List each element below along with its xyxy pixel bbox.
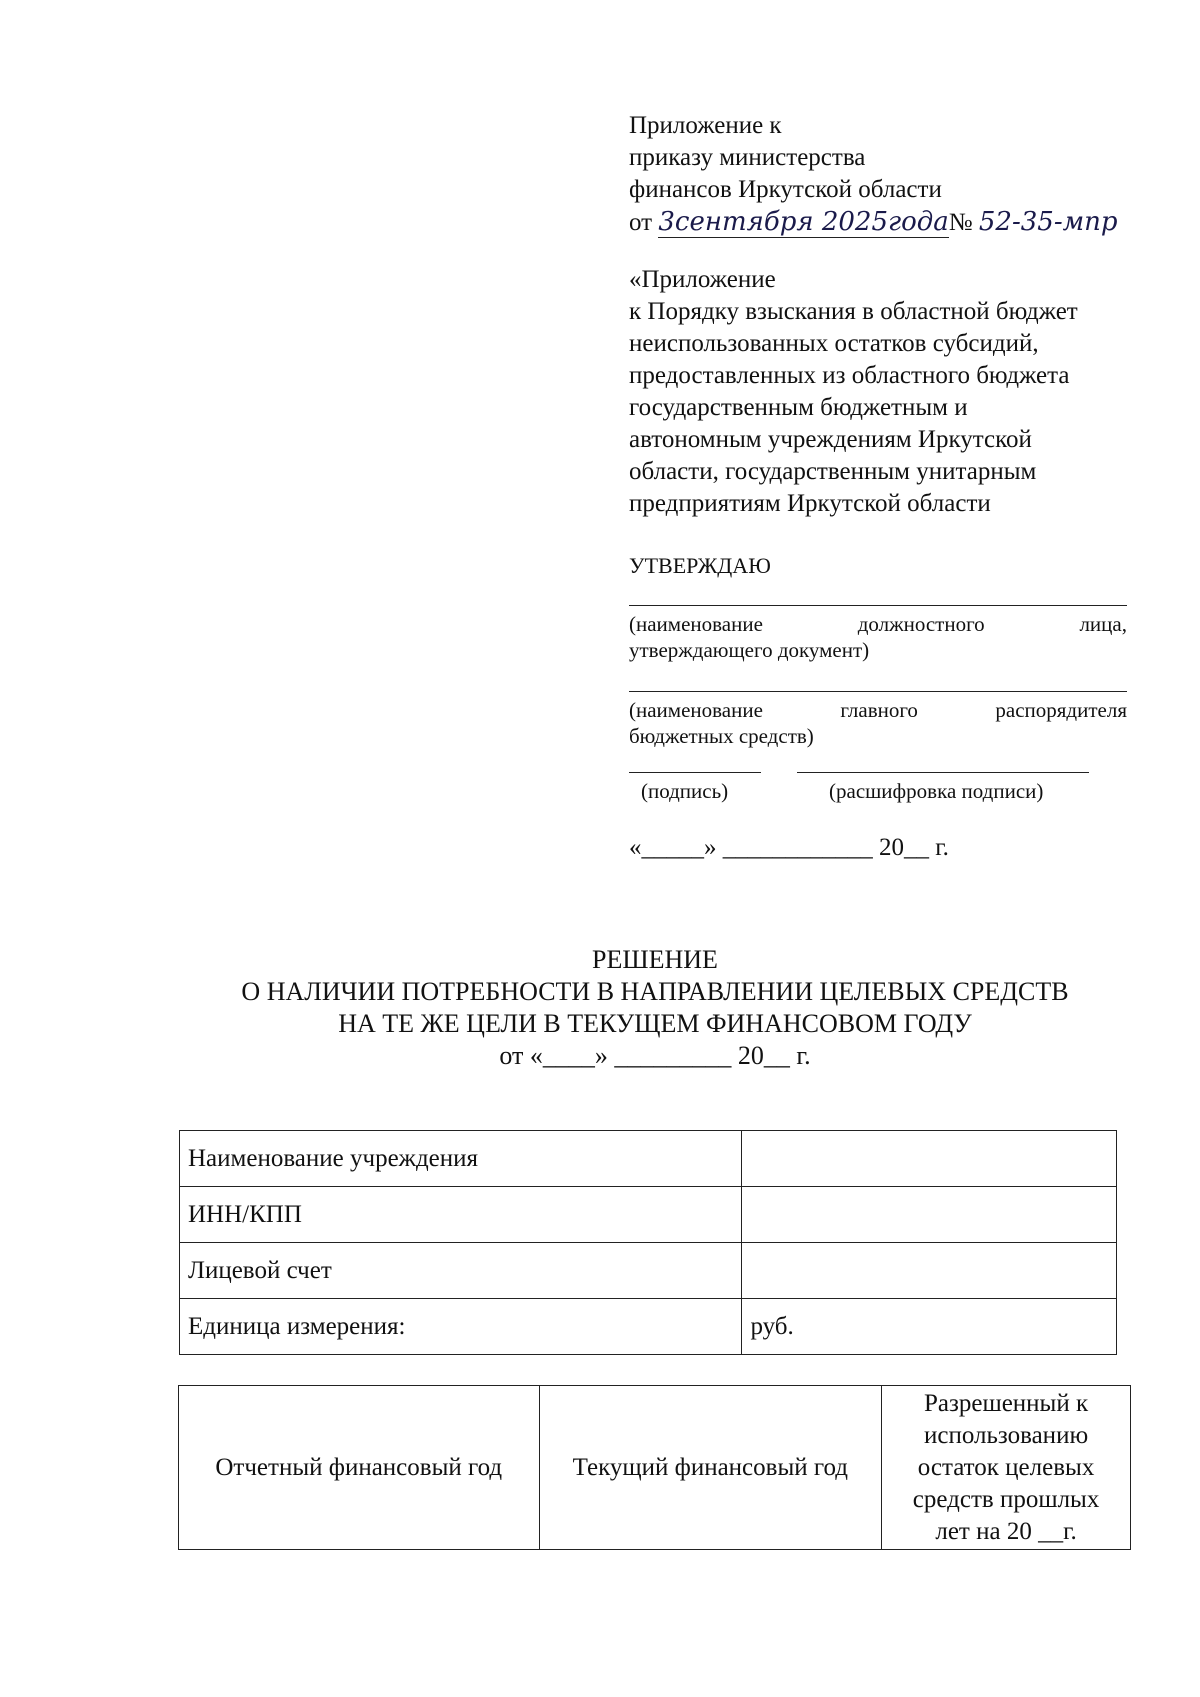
table-cell-label: Лицевой счет bbox=[180, 1243, 742, 1299]
official-word: должностного bbox=[857, 612, 985, 636]
official-caption-line2: утверждающего документ) bbox=[629, 638, 870, 662]
appendix-block bbox=[629, 264, 1078, 520]
table-row bbox=[179, 1386, 1131, 1550]
header-line-3: финансов Иркутской области bbox=[629, 176, 942, 203]
allowed-balance-header bbox=[882, 1386, 1131, 1550]
table-cell-label: Единица измерения: bbox=[180, 1299, 742, 1355]
allowed-balance-line: использованию bbox=[923, 1421, 1089, 1449]
order-date-line bbox=[629, 206, 1118, 239]
approve-title: УТВЕРЖДАЮ bbox=[629, 553, 771, 578]
appendix-line: неиспользованных остатков субсидий, bbox=[629, 330, 1039, 357]
appendix-line: автономным учреждениям Иркутской bbox=[629, 426, 1032, 453]
institution-info-table bbox=[179, 1130, 1117, 1355]
signature-label: (подпись) bbox=[641, 779, 729, 803]
distributor-word: (наименование bbox=[629, 698, 763, 722]
distributor-word: распорядителя bbox=[995, 698, 1127, 722]
appendix-line: области, государственным унитарным bbox=[629, 458, 1037, 485]
table-row bbox=[180, 1299, 1117, 1355]
header-line-1: Приложение к bbox=[629, 112, 782, 139]
decode-line bbox=[797, 772, 1089, 773]
distributor-caption-line2: бюджетных средств) bbox=[629, 724, 814, 748]
table-cell-label: Наименование учреждения bbox=[180, 1131, 742, 1187]
official-word: лица, bbox=[1079, 612, 1127, 636]
allowed-balance-line: остаток целевых bbox=[917, 1453, 1095, 1481]
table-cell-value bbox=[742, 1131, 1117, 1187]
approve-date-line: «_____» ____________ 20__ г. bbox=[629, 834, 949, 861]
decision-title: РЕШЕНИЕ bbox=[592, 945, 718, 974]
table-cell-value bbox=[742, 1243, 1117, 1299]
official-caption bbox=[629, 611, 1127, 663]
table-cell-label: ИНН/КПП bbox=[180, 1187, 742, 1243]
table-cell-value bbox=[742, 1187, 1117, 1243]
table-row bbox=[180, 1187, 1117, 1243]
reporting-year-header: Отчетный финансовый год bbox=[179, 1386, 540, 1550]
decision-line-1: О НАЛИЧИИ ПОТРЕБНОСТИ В НАПРАВЛЕНИИ ЦЕЛЕВЫХ СРЕДСТВ bbox=[241, 977, 1069, 1006]
signature-line bbox=[629, 772, 761, 773]
official-word: (наименование bbox=[629, 612, 763, 636]
number-prefix: № bbox=[948, 209, 973, 236]
header-line-2: приказу министерства bbox=[629, 144, 866, 171]
decode-label: (расшифровка подписи) bbox=[829, 779, 1044, 803]
current-year-header: Текущий финансовый год bbox=[539, 1386, 882, 1550]
distributor-word: главного bbox=[840, 698, 918, 722]
order-date-handwritten: 3сентября 2025года bbox=[658, 207, 949, 237]
ot-prefix: от bbox=[629, 209, 653, 236]
allowed-balance-line: средств прошлых bbox=[912, 1485, 1100, 1513]
order-number-handwritten: 52-35-мпр bbox=[978, 207, 1118, 237]
official-signature-line bbox=[629, 605, 1127, 606]
table-row bbox=[180, 1243, 1117, 1299]
distributor-caption bbox=[629, 697, 1127, 749]
appendix-line: предприятиям Иркутской области bbox=[629, 490, 991, 517]
allowed-balance-line: лет на 20 __г. bbox=[935, 1517, 1077, 1545]
appendix-line: предоставленных из областного бюджета bbox=[629, 362, 1070, 389]
table-row bbox=[180, 1131, 1117, 1187]
table-cell-value: руб. bbox=[742, 1299, 1117, 1355]
balance-table bbox=[178, 1385, 1131, 1550]
decision-line-2: НА ТЕ ЖЕ ЦЕЛИ В ТЕКУЩЕМ ФИНАНСОВОМ ГОДУ bbox=[338, 1009, 972, 1038]
distributor-line bbox=[629, 691, 1127, 692]
allowed-balance-line: Разрешенный к bbox=[923, 1389, 1089, 1417]
appendix-line: государственным бюджетным и bbox=[629, 394, 968, 421]
appendix-line: «Приложение bbox=[629, 266, 776, 293]
decision-date: от «____» _________ 20__ г. bbox=[499, 1041, 811, 1070]
appendix-line: к Порядку взыскания в областной бюджет bbox=[629, 298, 1078, 325]
